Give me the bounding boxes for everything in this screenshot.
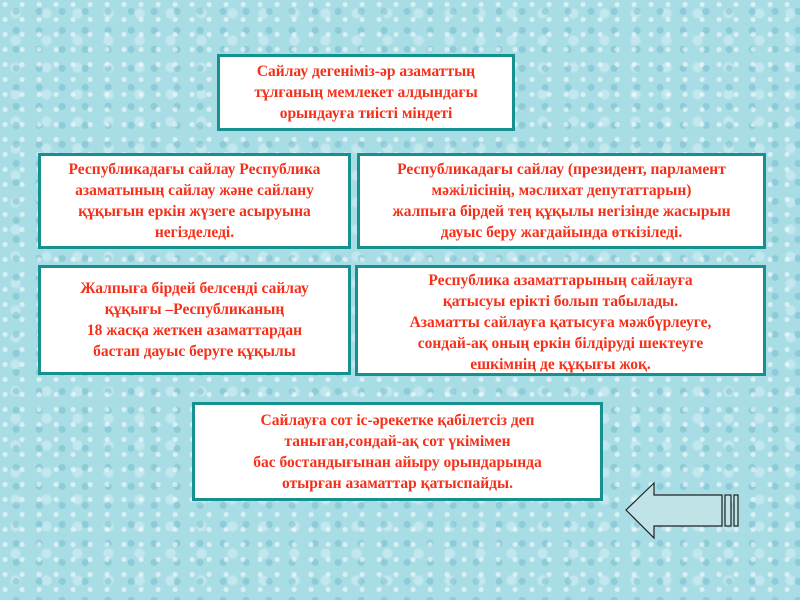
active-suffrage-box: Жалпыға бірдей белсенді сайлау құқығы –Республиканың 18 жасқа жеткен азаматтардан бастап дауыс беруге құқылы <box>38 265 351 375</box>
election-procedure-box: Республикадағы сайлау (президент, парламент мәжілісінің, мәслихат депутаттарын) жалпыға бірдей тең құқылы негізінде жасырын дауыс беру жағдайында өткізіледі. <box>357 153 766 249</box>
definition-box: Сайлау дегеніміз-әр азаматтың тұлғаның мемлекет алдындағы орындауға тиісті міндеті <box>217 54 515 131</box>
back-arrow-button[interactable] <box>624 480 744 550</box>
back-arrow-icon <box>626 483 738 538</box>
voluntary-participation-box: Республика азаматтарының сайлауға қатысуы ерікті болып табылады. Азаматты сайлауға қатысуға мәжбүрлеуге, сондай-ақ оның еркін білдіруді шектеуге ешкімнің де құқығы жоқ. <box>355 265 766 376</box>
ineligible-voters-box: Сайлауға сот іс-әрекетке қабілетсіз деп таныған,сондай-ақ сот үкімімен бас бостандығынан айыру орындарында отырған азаматтар қатыспайды. <box>192 402 603 501</box>
right-to-vote-box: Республикадағы сайлау Республика азаматының сайлау және сайлану құқығын еркін жүзеге асыруына негізделеді. <box>38 153 351 249</box>
